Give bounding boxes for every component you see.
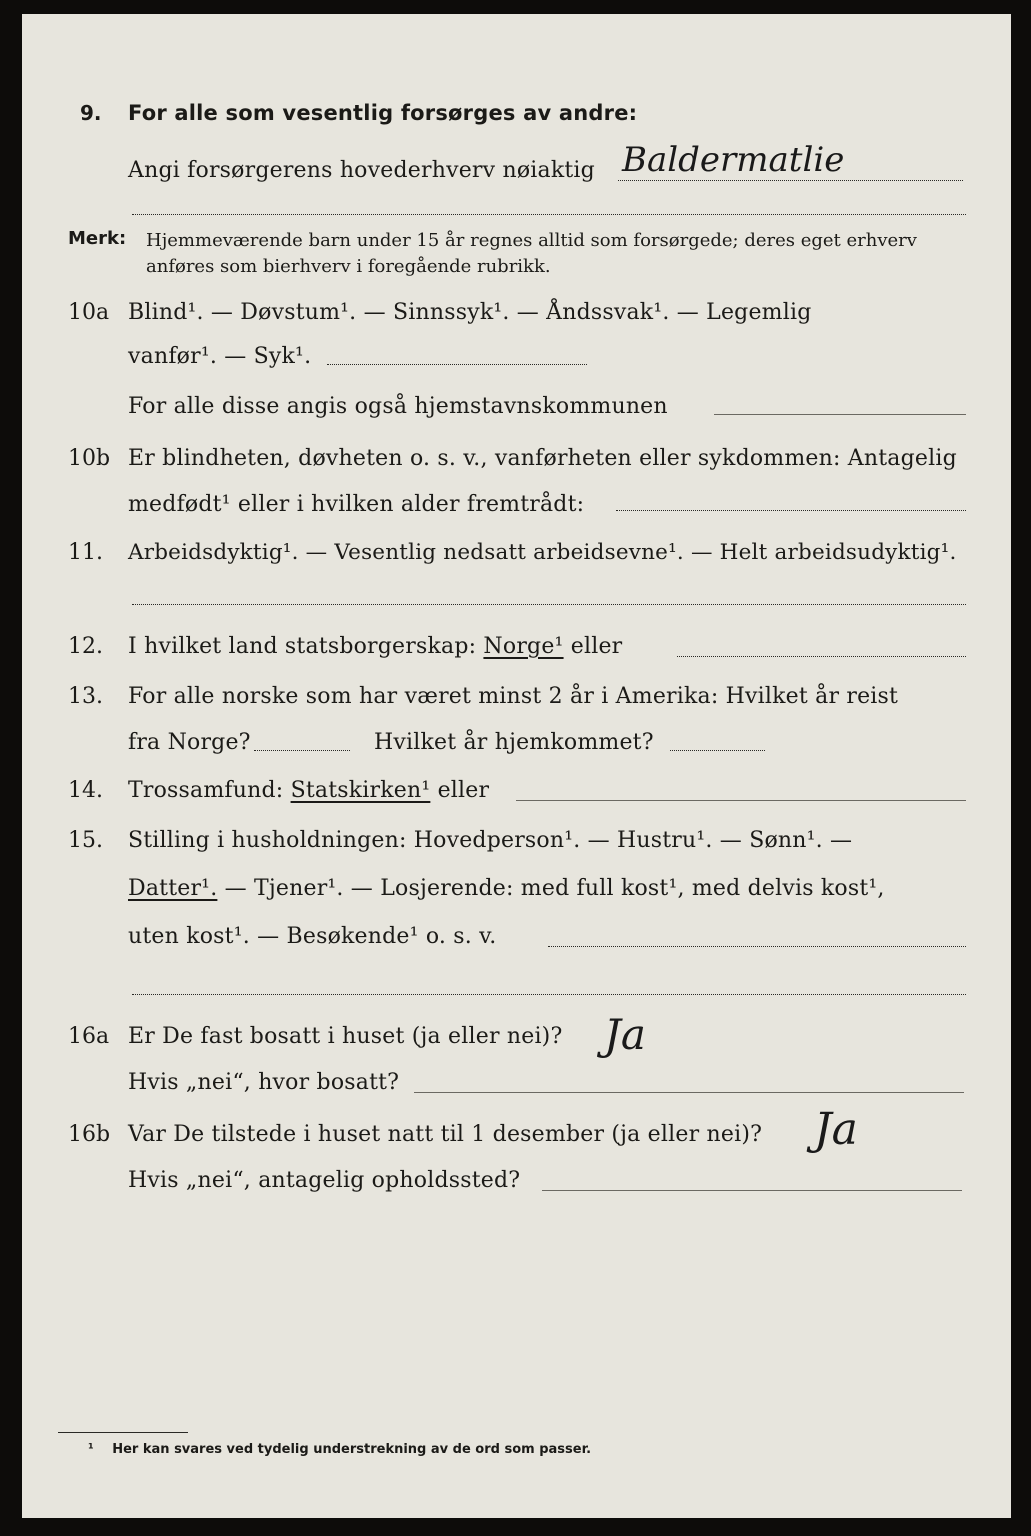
- footnote-text: Her kan svares ved tydelig understrekning av de ord som passer.: [112, 1442, 592, 1457]
- q13-line1: For alle norske som har været minst 2 år i Amerika: Hvilket år reist: [128, 684, 899, 709]
- q12-answer-line: [677, 656, 966, 657]
- census-form-page: [22, 14, 1011, 1518]
- q16b-line1: Var De tilstede i huset natt til 1 desember (ja eller nei)?: [128, 1122, 763, 1147]
- q16a-line2: Hvis „nei“, hvor bosatt?: [128, 1070, 400, 1095]
- merk-line1: Hjemmeværende barn under 15 år regnes alltid som forsørgede; deres eget erhverv: [146, 230, 917, 251]
- q16a-number: 16a: [68, 1024, 110, 1049]
- q14-statskirken-underlined: Statskirken¹: [290, 778, 431, 803]
- q10b-number: 10b: [68, 446, 111, 471]
- q10a-syk-line: [327, 364, 587, 365]
- q14-line: [128, 778, 489, 804]
- q16b-line2: Hvis „nei“, antagelig opholdssted?: [128, 1168, 521, 1193]
- merk-line2: anføres som bierhverv i foregående rubrikk.: [146, 256, 551, 277]
- q9-answer-line: [618, 180, 963, 181]
- q9-prompt: Angi forsørgerens hovederhverv nøiaktig: [128, 158, 595, 183]
- q10a-line3: For alle disse angis også hjemstavnskommunen: [128, 394, 668, 419]
- q13-reist-line: [254, 750, 350, 751]
- q12-line: [128, 634, 622, 660]
- q13-number: 13.: [68, 684, 103, 709]
- q11-answer-line: [132, 604, 966, 605]
- q15-answer-line: [548, 946, 966, 947]
- q10b-answer-line: [616, 510, 966, 511]
- q13-line2a: fra Norge?: [128, 730, 251, 755]
- q15-extra-line: [132, 994, 966, 995]
- q13-hjem-line: [670, 750, 765, 751]
- q15-line3: uten kost¹. — Besøkende¹ o. s. v.: [128, 924, 497, 949]
- q13-line2b: Hvilket år hjemkommet?: [374, 730, 654, 755]
- q10a-kommune-line: [714, 414, 966, 415]
- q10b-line1: Er blindheten, døvheten o. s. v., vanførheten eller sykdommen: Antagelig: [128, 446, 957, 471]
- q12-suffix: eller: [570, 634, 623, 659]
- q10a-line1: Blind¹. — Døvstum¹. — Sinnssyk¹. — Åndssvak¹. — Legemlig: [128, 300, 812, 325]
- q10a-number: 10a: [68, 300, 110, 325]
- q9-number: 9.: [80, 101, 102, 125]
- q16b-answer-line: [542, 1190, 962, 1191]
- q14-number: 14.: [68, 778, 103, 803]
- q11-line1: Arbeidsdyktig¹. — Vesentlig nedsatt arbeidsevne¹. — Helt arbeidsudyktig¹.: [128, 540, 957, 565]
- q10b-line2: medfødt¹ eller i hvilken alder fremtrådt:: [128, 492, 585, 517]
- q9-extra-line: [132, 214, 966, 215]
- q11-number: 11.: [68, 540, 103, 565]
- q9-handwritten-answer: Baldermatlie: [622, 140, 845, 180]
- q16b-handwritten-answer: Ja: [814, 1104, 858, 1155]
- q16a-handwritten-answer: Ja: [604, 1010, 646, 1059]
- q16a-line1: Er De fast bosatt i huset (ja eller nei)?: [128, 1024, 563, 1049]
- q15-number: 15.: [68, 828, 103, 853]
- q16b-number: 16b: [68, 1122, 111, 1147]
- q15-line1: Stilling i husholdningen: Hovedperson¹. — Hustru¹. — Sønn¹. —: [128, 828, 853, 853]
- footnote-rule: [58, 1432, 188, 1433]
- q15-datter-underlined: Datter¹.: [128, 876, 218, 901]
- merk-label: Merk:: [68, 228, 127, 249]
- footnote-mark: ¹: [88, 1442, 94, 1457]
- q14-answer-line: [516, 800, 966, 801]
- q12-number: 12.: [68, 634, 103, 659]
- q12-norge-underlined: Norge¹: [483, 634, 564, 659]
- q14-suffix: eller: [437, 778, 490, 803]
- q16a-answer-line: [414, 1092, 964, 1093]
- q15-line2: [128, 876, 885, 902]
- q10a-line2: vanfør¹. — Syk¹.: [128, 344, 312, 369]
- q9-title: For alle som vesentlig forsørges av andre:: [128, 101, 638, 125]
- q14-prefix: Trossamfund:: [128, 778, 284, 803]
- footnote: [88, 1442, 591, 1457]
- q12-prefix: I hvilket land statsborgerskap:: [128, 634, 477, 659]
- q15-line2-rest: — Tjener¹. — Losjerende: med full kost¹, med delvis kost¹,: [224, 876, 885, 901]
